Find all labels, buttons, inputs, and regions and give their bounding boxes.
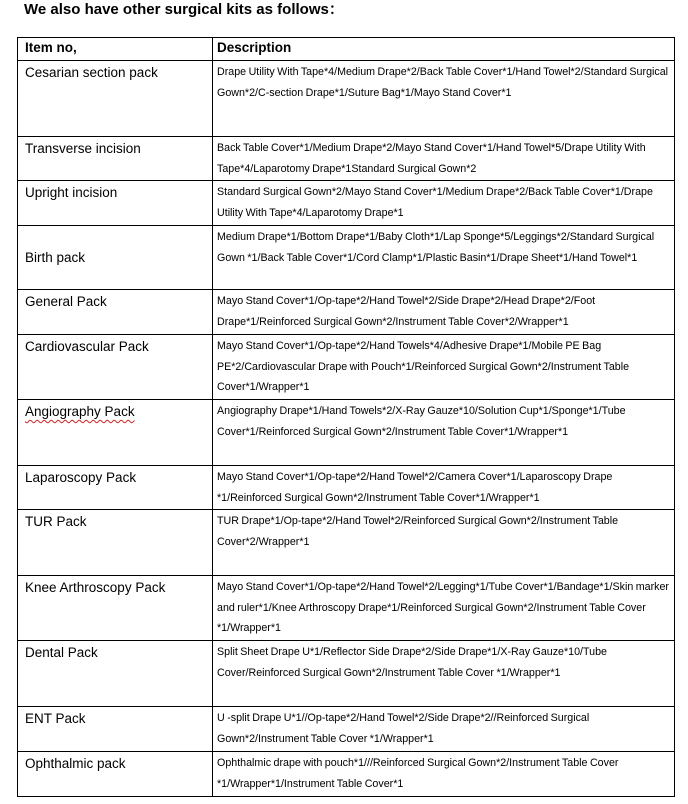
- kit-description: [213, 707, 675, 752]
- kit-description-text: Medium Drape*1/Bottom Drape*1/Baby Cloth*1/Lap Sponge*5/Leggings*2/Standard Surgical Gown *1/Back Table Cover*1/Cord Clamp*1/Plastic Basin*1/Drape Sheet*1/Hand Towel*1: [217, 231, 655, 264]
- kit-description-text: Mayo Stand Cover*1/Op-tape*2/Hand Towel*2/Legging*1/Tube Cover*1/Bandage*1/Skin marker and ruler*1/Knee Arthroscopy Drape*1/Reinforced Surgical Gown*2/Instrument Table Cover *1/Wrapper*1: [217, 581, 669, 634]
- kit-description-text: Mayo Stand Cover*1/Op-tape*2/Hand Towel*2/Camera Cover*1/Laparoscopy Drape *1/Reinforced Surgical Gown*2/Instrument Table Cover*1/Wrapper*1: [217, 471, 613, 504]
- kit-description: [213, 400, 675, 466]
- kit-description-text: Mayo Stand Cover*1/Op-tape*2/Hand Towels*4/Adhesive Drape*1/Mobile PE Bag PE*2/Cardiovascular Drape with Pouch*1/Reinforced Surgical Gown*2/Instrument Table Cover*1/Wrapper*1: [217, 340, 630, 393]
- kit-description: [213, 576, 675, 641]
- kit-description: [213, 226, 675, 290]
- kit-description-text: Back Table Cover*1/Medium Drape*2/Mayo Stand Cover*1/Hand Towel*5/Drape Utility With Tape*4/Laparotomy Drape*1Standard Surgical Gown*2: [217, 142, 646, 175]
- spellcheck-underlined-name: Angiography Pack: [25, 404, 135, 419]
- kit-description: [213, 137, 675, 181]
- kit-name: Knee Arthroscopy Pack: [18, 576, 213, 641]
- kit-name: Ophthalmic pack: [18, 752, 213, 797]
- table-row: [18, 752, 675, 797]
- table-row: [18, 226, 675, 290]
- table-row: [18, 137, 675, 181]
- kit-name: Cardiovascular Pack: [18, 335, 213, 400]
- kit-description: [213, 181, 675, 226]
- kit-description-text: Drape Utility With Tape*4/Medium Drape*2/Back Table Cover*1/Hand Towel*2/Standard Surgical Gown*2/C-section Drape*1/Suture Bag*1/Mayo Stand Cover*1: [217, 66, 669, 99]
- kit-name: Cesarian section pack: [18, 61, 213, 137]
- kit-name: TUR Pack: [18, 510, 213, 576]
- kit-description: [213, 61, 675, 137]
- table-row: [18, 335, 675, 400]
- table-row: [18, 290, 675, 335]
- column-header-description: Description: [213, 38, 675, 61]
- table-row: [18, 181, 675, 226]
- kit-name: Birth pack: [18, 226, 213, 290]
- kit-description-text: U -split Drape U*1//Op-tape*2/Hand Towel*2/Side Drape*2//Reinforced Surgical Gown*2/Instrument Table Cover *1/Wrapper*1: [217, 712, 590, 745]
- kit-description: [213, 290, 675, 335]
- kit-description: [213, 752, 675, 797]
- kit-name: Laparoscopy Pack: [18, 466, 213, 510]
- table-row: [18, 61, 675, 137]
- kit-description-text: Standard Surgical Gown*2/Mayo Stand Cover*1/Medium Drape*2/Back Table Cover*1/Drape Utility With Tape*4/Laparotomy Drape*1: [217, 186, 653, 219]
- kit-description: [213, 510, 675, 576]
- table-header-row: [18, 38, 675, 61]
- surgical-kits-table: [17, 37, 675, 797]
- kit-description: [213, 466, 675, 510]
- kit-description: [213, 335, 675, 400]
- kit-name: General Pack: [18, 290, 213, 335]
- kit-description-text: Mayo Stand Cover*1/Op-tape*2/Hand Towel*2/Side Drape*2/Head Drape*2/Foot Drape*1/Reinforced Surgical Gown*2/Instrument Table Cover*2/Wrapper*1: [217, 295, 596, 328]
- kit-name: Dental Pack: [18, 641, 213, 707]
- page-heading: We also have other surgical kits as follows：: [24, 1, 344, 18]
- table-row: [18, 400, 675, 466]
- table-row: [18, 466, 675, 510]
- column-header-item-no: Item no,: [18, 38, 213, 61]
- table-row: [18, 707, 675, 752]
- table-row: [18, 576, 675, 641]
- kit-description: [213, 641, 675, 707]
- kit-description-text: Ophthalmic drape with pouch*1///Reinforced Surgical Gown*2/Instrument Table Cover *1/Wrapper*1/Instrument Table Cover*1: [217, 757, 619, 790]
- kit-description-text: TUR Drape*1/Op-tape*2/Hand Towel*2/Reinforced Surgical Gown*2/Instrument Table Cover*2/Wrapper*1: [217, 515, 619, 548]
- table-row: [18, 641, 675, 707]
- kit-name: Transverse incision: [18, 137, 213, 181]
- kit-name: [18, 400, 213, 466]
- kit-name: ENT Pack: [18, 707, 213, 752]
- kit-name: Upright incision: [18, 181, 213, 226]
- kit-description-text: Split Sheet Drape U*1/Reflector Side Drape*2/Side Drape*1/X-Ray Gauze*10/Tube Cover/Reinforced Surgical Gown*2/Instrument Table Cover *1/Wrapper*1: [217, 646, 607, 679]
- kit-description-text: Angiography Drape*1/Hand Towels*2/X-Ray Gauze*10/Solution Cup*1/Sponge*1/Tube Cover*1/Reinforced Surgical Gown*2/Instrument Table Cover*1/Wrapper*1: [217, 405, 626, 438]
- table-row: [18, 510, 675, 576]
